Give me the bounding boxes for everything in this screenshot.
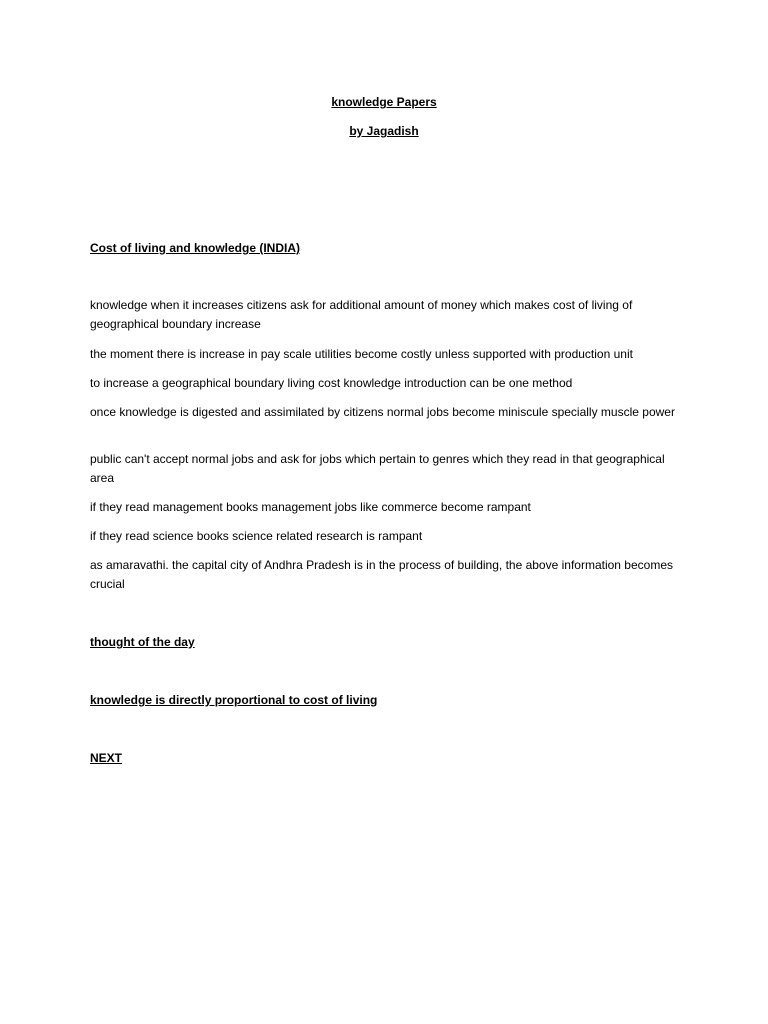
paragraph: if they read management books management jobs like commerce become rampant [90,500,531,514]
paragraph: to increase a geographical boundary living cost knowledge introduction can be one method [90,376,573,390]
paragraph: public can't accept normal jobs and ask for jobs which pertain to genres which they read in that geographical area [90,452,665,485]
section-heading: Cost of living and knowledge (INDIA) [90,241,300,255]
paragraph: once knowledge is digested and assimilated by citizens normal jobs become miniscule specially muscle power [90,405,675,419]
thought-heading: thought of the day [90,635,195,649]
thought-text: knowledge is directly proportional to cost of living [90,693,378,707]
paragraph: knowledge when it increases citizens ask for additional amount of money which makes cost of living of geographical boundary increase [90,298,633,331]
paragraph: as amaravathi. the capital city of Andhra Pradesh is in the process of building, the above information becomes crucial [90,558,673,591]
document-author: by Jagadish [349,124,419,138]
paragraph: if they read science books science related research is rampant [90,529,423,543]
paragraph: the moment there is increase in pay scale utilities become costly unless supported with production unit [90,347,633,361]
document-title: knowledge Papers [331,95,437,109]
next-link[interactable]: NEXT [90,751,123,765]
